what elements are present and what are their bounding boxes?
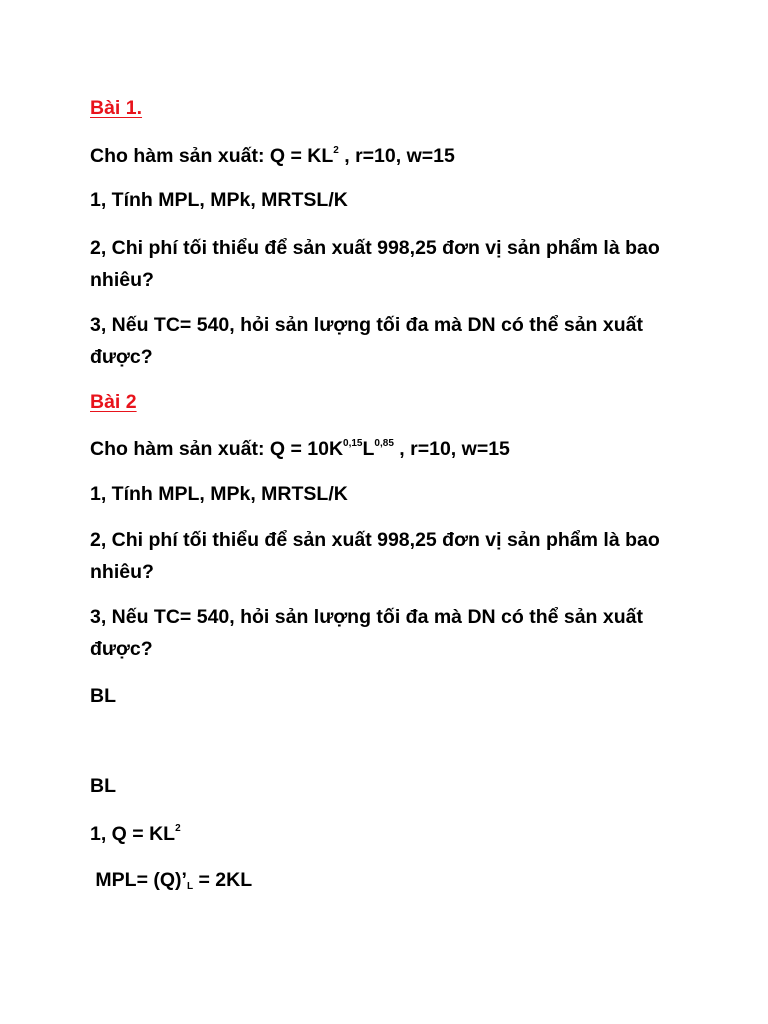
bai-1-question-2-line-2: nhiêu? [90, 269, 154, 291]
bai-1-production-function [90, 144, 455, 168]
bai-2-production-function [90, 437, 510, 461]
solution-mpl-subscript: L [186, 881, 194, 892]
bai-2-question-3-line-1: 3, Nếu TC= 540, hỏi sản lượng tối đa mà DN có thể sản xuất [90, 606, 643, 628]
bai-2-question-1: 1, Tính MPL, MPk, MRTSL/K [90, 483, 348, 505]
bai-2-function-l: L [362, 438, 375, 460]
bai-2-exponent-k: 0,15 [343, 438, 363, 449]
bai-1-heading: Bài 1. [90, 97, 143, 119]
bai-2-question-2-line-2: nhiêu? [90, 561, 154, 583]
solution-mpl-prefix: MPL= (Q)’ [90, 869, 187, 891]
bai-2-function-prefix: Cho hàm sản xuất: Q = 10K [90, 438, 344, 460]
bai-2-question-2-line-1: 2, Chi phí tối thiểu để sản xuất 998,25 đơn vị sản phẩm là bao [90, 529, 660, 551]
solution-step-1-prefix: 1, Q = KL [90, 823, 176, 845]
bai-1-question-3-line-2: được? [90, 346, 153, 368]
bai-2-exponent-l: 0,85 [374, 438, 394, 449]
solution-mpl-result: = 2KL [193, 869, 253, 891]
solution-step-1 [90, 822, 181, 846]
bl-label-2: BL [90, 775, 116, 797]
solution-mpl [90, 868, 252, 892]
bai-2-heading: Bài 2 [90, 391, 137, 413]
bai-1-question-1: 1, Tính MPL, MPk, MRTSL/K [90, 189, 348, 211]
bl-label-1: BL [90, 685, 116, 707]
bai-1-question-3-line-1: 3, Nếu TC= 540, hỏi sản lượng tối đa mà DN có thể sản xuất [90, 314, 643, 336]
bai-1-function-params: , r=10, w=15 [338, 145, 455, 167]
bai-2-question-3-line-2: được? [90, 638, 153, 660]
bai-1-function-prefix: Cho hàm sản xuất: Q = KL [90, 145, 334, 167]
bai-1-question-2-line-1: 2, Chi phí tối thiểu để sản xuất 998,25 đơn vị sản phẩm là bao [90, 237, 660, 259]
bai-2-function-params: , r=10, w=15 [393, 438, 510, 460]
solution-step-1-exponent: 2 [175, 823, 181, 834]
bai-1-function-exponent: 2 [333, 145, 339, 156]
